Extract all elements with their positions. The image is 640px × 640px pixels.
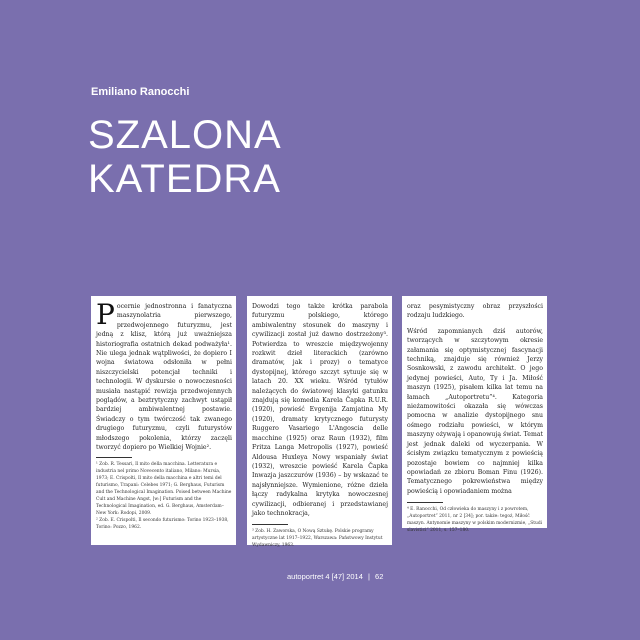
article-title xyxy=(88,113,282,201)
paragraph: oraz pesymistyczny obraz przyszłości rodzaju ludzkiego. xyxy=(407,303,543,320)
footer-separator: | xyxy=(367,572,370,581)
title-line-2: KATEDRA xyxy=(88,157,281,201)
author-name: Emiliano Ranocchi xyxy=(91,86,190,98)
footnote: ² Zob. E. Crispolti, Il secondo futurismo: Torino 1923–1938, Torino: Pozzo, 1962. xyxy=(96,517,229,530)
footnote-rule xyxy=(96,457,132,458)
footnotes xyxy=(252,528,388,549)
paragraph: Dowodzi tego także krótka parabola futuryzmu polskiego, którego ambiwalentny stosunek do maszyny i cywilizacji został już dawno dostrzeżony³. Potwierdza to wreszcie międzywojenny rozkwit dzieł literackich (zarówno dramatów, jak i prozy) o tematyce dystopijnej, którego szczyt sytuuje się w latach 20. XX wieku. Wśród tytułów należących do światowej klasyki gatunku znajdują się komedia Karela Čapka R.U.R. (1920), powieść Evgenija Zamjatina My (1920), dramaty krytycznego futurysty Ruggero Vasariego L'Angoscia delle macchine (1925) oraz Raun (1932), film Fritza Langa Metropolis (1927), powieść Aldousa Huxleya Nowy wspaniały świat (1932), wreszcie powieść Karela Čapka Inwazja jaszczurów (1936) – by wskazać te najsłynniejsze. Wymienione, różne dzieła łączy radykalna krytyka nowoczesnej cywilizacji, odbieranej i przedstawianej jako technokracja, xyxy=(252,303,388,517)
text-column-3 xyxy=(402,296,547,534)
page-footer xyxy=(287,572,383,581)
paragraph: Wśród zapomnianych dziś autorów, tworzących w szczytowym okresie załamania się optymistycznej fascynacji techniką, znajduje się również Jerzy Sosnkowski, z zawodu architekt. O jego jedynej powieści, Auto, Ty i Ja. Miłość maszyn (1925), pisałem kilka lat temu na łamach „Autoportretu”⁴. Kategoria nieżamowitości okazała się wówczas pomocna w analizie dystopijnego snu ośmego rodziału powieści, w którym maszyny ożywają i opanowują świat. Temat jest jednak daleki od wyczerpania. W ścisłym związku tematycznym z powieścią pozostaje bowiem co najmniej kilka opowiadań ze zbioru Boman Finu (1926). Tematycznego pokrewieństwa między powieścią i opowiadaniem można xyxy=(407,327,543,495)
footnotes xyxy=(407,506,543,534)
footnote-rule xyxy=(407,502,443,503)
footnotes xyxy=(96,461,232,531)
page-number: 62 xyxy=(375,572,384,581)
text-column-2 xyxy=(247,296,392,549)
text-column-1 xyxy=(91,296,236,545)
footnote: ¹ Zob. R. Tessari, Il mito della macchina. Letteratura e industria nel primo Novecento italiano, Milano: Mursia, 1973; E. Crispolti, Il mito della macchina e altri temi del futurismo, Trapani: Celebes 1971; G. Berghaus, Futurism and the Technological Imagination. Poised between Machine Cult and Machine Angst, [w:] Futurism and the Technological Imagination, ed. G. Berghaus, Amsterdam–New York: Rodopi, 2009. xyxy=(96,461,232,516)
footnote: ³ Zob. H. Zaworska, O Nową Sztukę. Polskie programy artystyczne lat 1917–1922, Warszawa: Państwowy Instytut Wydawniczy, 1963. xyxy=(252,529,383,549)
footnote-rule xyxy=(252,524,288,525)
paragraph: ocernie jednostronna i fanatyczna maszynolatria pierwszego, przedwojennego futuryzmu, jest jedną z klisz, którą już uważniejsza historiografia ostatnich dekad podważyła¹. Nie ulega jednak wątpliwości, że dopiero I wojna światowa odsłoniła w pełni niszczycielski potencjał techniki i technologii. W dyskursie o nowoczesności musiała nastąpić rewizja przedwojennych poglądów, a beztrytyczny zachwyt ustąpił bardziej ambiwalentnej postawie. Świadczy o tym twórczość tak zwanego drugiego futuryzmu, czyli futurystów młodszego pokolenia, którzy zaczęli tworzyć dopiero po Wielkiej Wojnie². xyxy=(96,303,232,452)
title-line-1: SZALONA xyxy=(88,113,282,157)
body-text xyxy=(407,302,543,496)
body-text xyxy=(252,302,388,518)
footnote: ⁴ E. Ranocchi, Od człowieka do maszyny i z powrotem, „Autoportret” 2011, nr 2 [34]; por. także: tegoż, Miłość maszyn. Antynomie maszyny w polskim modernizmie, „Studi slavistici” 2011, s. 157–180. xyxy=(407,507,543,534)
body-text xyxy=(96,298,232,453)
journal-issue: autoportret 4 [47] 2014 xyxy=(287,572,363,581)
drop-cap: P xyxy=(96,298,115,331)
